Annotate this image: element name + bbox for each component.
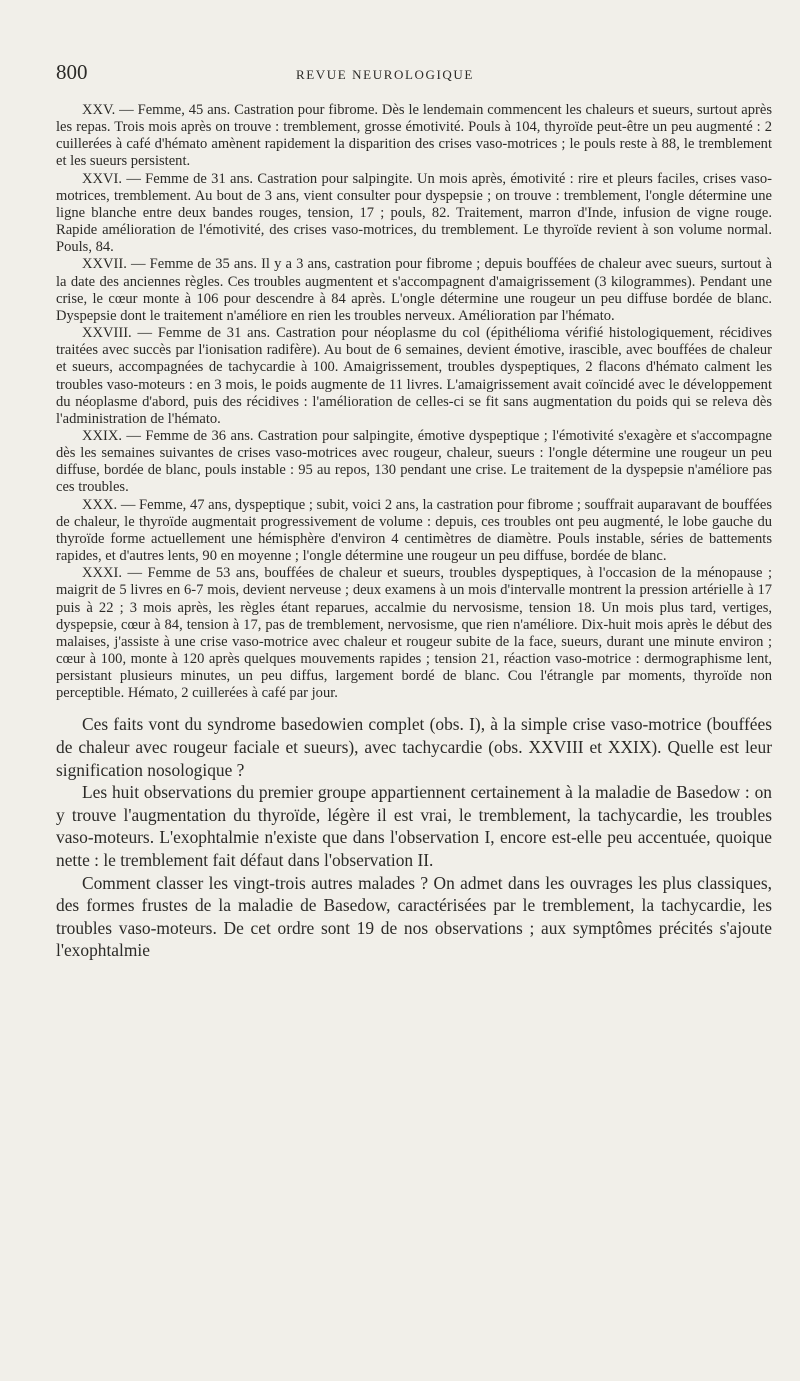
observation-xxv: XXV. — Femme, 45 ans. Castration pour fibrome. Dès le lendemain commencent les chaleurs et sueurs, surtout après les repas. Trois mois après on trouve : tremblement, grosse émotivité. Pouls à 104, thyroïde peut-être un peu augmenté : 2 cuillerées à café d'hémato amènent rapidement la disparition des crises vaso-motrices ; le pouls reste à 88, le tremblement et les sueurs persistent. — [56, 102, 772, 170]
observation-xxviii: XXVIII. — Femme de 31 ans. Castration pour néoplasme du col (épithélioma vérifié histologiquement, récidives traitées avec succès par l'ionisation radifère). Au bout de 6 semaines, devient émotive, irascible, avec bouffées de chaleur et sueurs, accompagnées de tachycardie à 100. Amaigrissement, troubles dyspeptiques, 2 flacons d'hémato calment les troubles vaso-moteurs : en 3 mois, le poids augmente de 11 livres. L'amaigrissement avait coïncidé avec le développement du néoplasme d'abord, puis des récidives : l'amélioration de celles-ci se fit sans augmentation du poids qui se releva dès l'administration de l'hémato. — [56, 325, 772, 427]
observations-block — [56, 102, 772, 702]
running-head: REVUE NEUROLOGIQUE — [296, 67, 474, 82]
observation-xxxi: XXXI. — Femme de 53 ans, bouffées de chaleur et sueurs, troubles dyspeptiques, à l'occasion de la ménopause ; maigrit de 5 livres en 6-7 mois, devient nerveuse ; deux examens à un mois d'intervalle montrent la pression artérielle à 17 puis à 22 ; 3 mois après, les règles étant reparues, accalmie du nervosisme, tension 18. Un mois plus tard, vertiges, dyspepsie, cœur à 84, tension à 17, pas de tremblement, nervosisme, que rien n'améliore. Dix-huit mois après le début des malaises, j'assiste à une crise vaso-motrice avec chaleur et rougeur subite de la face, sueurs, durant une minute environ ; cœur à 100, monte à 120 après quelques mouvements rapides ; tension 21, réaction vaso-motrice : dermographisme lent, persistant plusieurs minutes, un peu diffus, largement bordé de blanc. Cou l'étrangle par moments, thyroïde non perceptible. Hémato, 2 cuillerées à café par jour. — [56, 565, 772, 702]
observation-xxix: XXIX. — Femme de 36 ans. Castration pour salpingite, émotive dyspeptique ; l'émotivité s'exagère et s'accompagne dès les semaines suivantes de crises vaso-motrices avec rougeur, chaleur, sueurs : l'ongle détermine une rougeur un peu diffuse, bordée de blanc, pouls instable : 95 au repos, 130 pendant une crise. Le traitement de la dyspepsie n'améliore pas ces troubles. — [56, 427, 772, 496]
observation-xxvi: XXVI. — Femme de 31 ans. Castration pour salpingite. Un mois après, émotivité : rire et pleurs faciles, crises vaso-motrices, tremblement. Au bout de 3 ans, vient consulter pour dyspepsie ; on trouve : tremblement, l'ongle détermine une ligne blanche entre deux bandes rouges, tension, 17 ; pouls, 82. Traitement, marron d'Inde, infusion de vigne rouge. Rapide amélioration de l'émotivité, des crises vaso-motrices, du tremblement. Le thyroïde revient à son volume normal. Pouls, 84. — [56, 170, 772, 256]
observation-xxvii: XXVII. — Femme de 35 ans. Il y a 3 ans, castration pour fibrome ; depuis bouffées de chaleur avec sueurs, surtout à la date des anciennes règles. Ces troubles augmentent et s'accompagnent d'amaigrissement (3 kilogrammes). Pendant une crise, le cœur monte à 106 pour descendre à 84 après. L'ongle détermine une rougeur un peu diffuse bordée de blanc. Dyspepsie dont le traitement n'améliore en rien les troubles nerveux. Amélioration par l'hémato. — [56, 256, 772, 324]
body-paragraph: Comment classer les vingt-trois autres malades ? On admet dans les ouvrages les plus classiques, des formes frustes de la maladie de Basedow, caractérisées par le tremblement, la tachycardie, les troubles vaso-moteurs. De cet ordre sont 19 de nos observations ; aux symptômes précités s'ajoute l'exophtalmie — [56, 872, 772, 961]
body-text — [56, 713, 772, 962]
body-paragraph: Ces faits vont du syndrome basedowien complet (obs. I), à la simple crise vaso-motrice (bouffées de chaleur avec rougeur faciale et sueurs), avec tachycardie (obs. XXVIII et XXIX). Quelle est leur signification nosologique ? — [56, 714, 772, 780]
body-paragraph: Les huit observations du premier groupe appartiennent certainement à la maladie de Basedow : on y trouve l'augmentation du thyroïde, légère il est vrai, le tremblement, la tachycardie, les troubles vaso-moteurs. L'exophtalmie n'existe que dans l'observation I, encore est-elle peu accentuée, quoique nette : le tremblement fait défaut dans l'observation II. — [56, 782, 772, 871]
observation-xxx: XXX. — Femme, 47 ans, dyspeptique ; subit, voici 2 ans, la castration pour fibrome ; souffrait auparavant de bouffées de chaleur, le thyroïde augmentait progressivement de volume : depuis, ces troubles ont peu augmenté, le lobe gauche du thyroïde forme actuellement une hémisphère d'environ 4 centimètres de diamètre. Pouls instable, séries de battements rapides, et d'autres lents, 90 en moyenne ; l'ongle détermine une rougeur un peu diffuse, bordée de blanc. — [56, 496, 772, 565]
page-header — [56, 60, 772, 94]
page-number: 800 — [56, 60, 88, 84]
